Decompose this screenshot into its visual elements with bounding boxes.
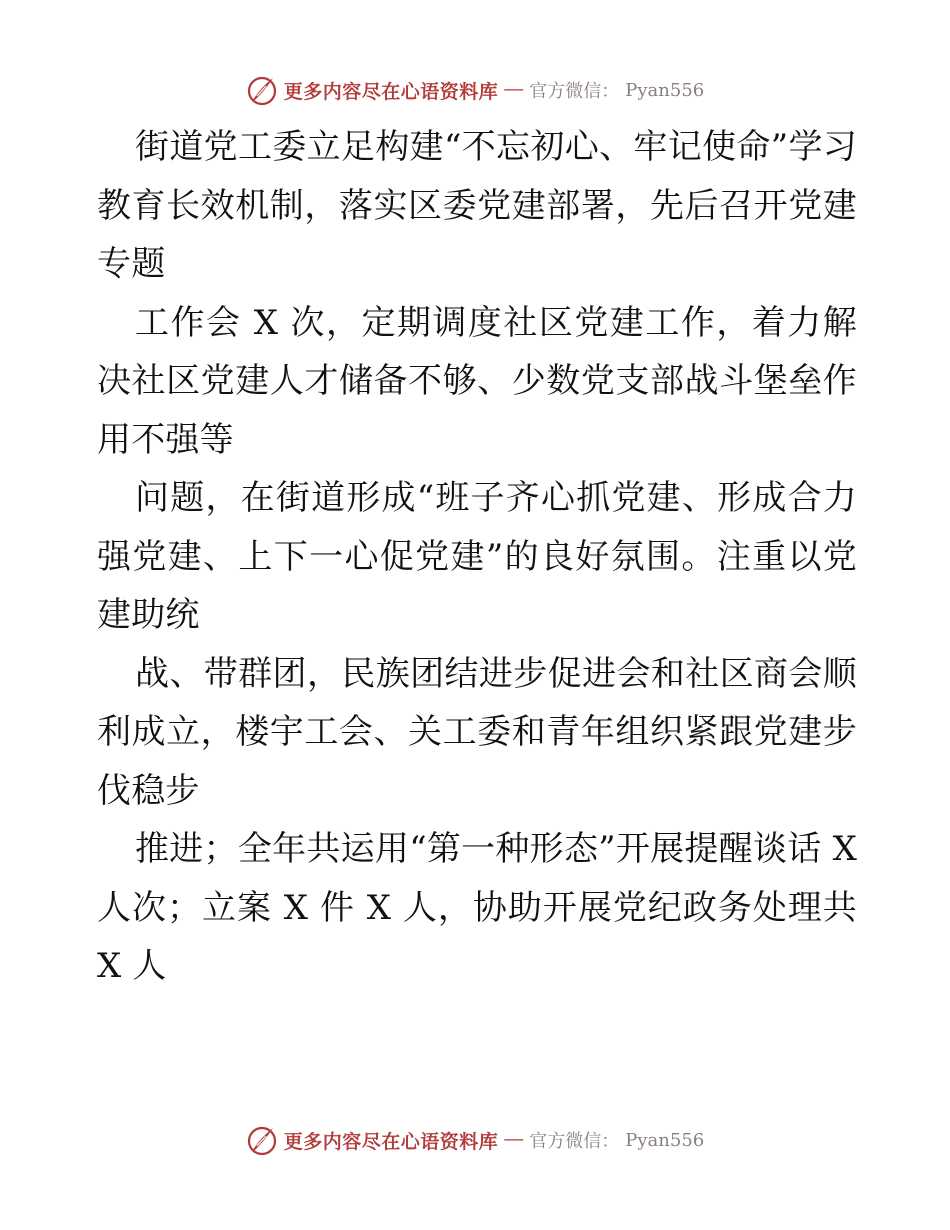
- body-paragraph: 街道党工委立足构建“不忘初心、牢记使命”学习教育长效机制，落实区委党建部署，先后召开党建专题: [97, 127, 857, 284]
- body-paragraph: 推进；全年共运用“第一种形态”开展提醒谈话 X 人次；立案 X 件 X 人，协助开展党纪政务处理共 X 人: [97, 829, 857, 986]
- watermark-brand-text: 更多内容尽在心语资料库: [283, 1130, 499, 1153]
- watermark-dash: —: [504, 79, 524, 100]
- body-paragraph: 战、带群团，民族团结进步促进会和社区商会顺利成立，楼宇工会、关工委和青年组织紧跟党建步伐稳步: [97, 653, 857, 811]
- watermark-group: [246, 74, 704, 106]
- document-body: [97, 118, 857, 996]
- body-paragraph: 问题，在街道形成“班子齐心抓党建、形成合力强党建、上下一心促党建”的良好氛围。注重以党建助统: [97, 478, 857, 635]
- watermark-brand-text: 更多内容尽在心语资料库: [283, 80, 499, 103]
- quill-logo-icon: [246, 74, 278, 106]
- watermark-contact-id: Pyan556: [625, 79, 705, 101]
- header-watermark: [0, 70, 950, 110]
- watermark-group: [246, 1124, 704, 1156]
- watermark-contact-id: Pyan556: [625, 1129, 705, 1151]
- footer-watermark: [0, 1120, 950, 1160]
- watermark-dash: —: [504, 1129, 524, 1150]
- body-paragraph: 工作会 X 次，定期调度社区党建工作，着力解决社区党建人才储备不够、少数党支部战斗堡垒作用不强等: [97, 302, 857, 460]
- watermark-contact-label: 官方微信：: [529, 81, 620, 102]
- quill-logo-icon: [246, 1124, 278, 1156]
- watermark-contact-label: 官方微信：: [529, 1131, 620, 1152]
